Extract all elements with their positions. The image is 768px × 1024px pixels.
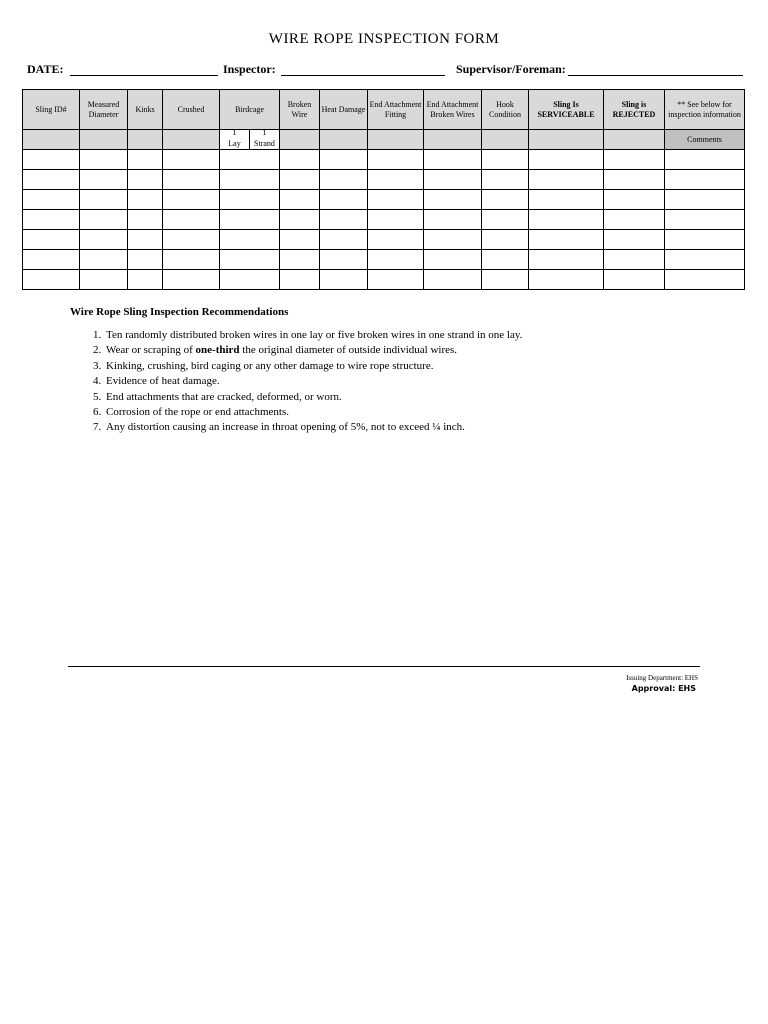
table-cell[interactable]: [529, 170, 604, 190]
table-cell[interactable]: [424, 250, 482, 270]
table-header-row: [23, 90, 745, 130]
table-cell[interactable]: [23, 270, 80, 290]
date-label: DATE:: [27, 62, 64, 76]
table-cell[interactable]: [23, 230, 80, 250]
table-row: [23, 170, 745, 190]
table-cell[interactable]: [128, 270, 163, 290]
table-cell[interactable]: [80, 270, 128, 290]
table-cell[interactable]: [280, 150, 320, 170]
table-cell[interactable]: [368, 150, 424, 170]
table-cell[interactable]: [482, 150, 529, 170]
form-title: WIRE ROPE INSPECTION FORM: [268, 31, 500, 47]
date-field[interactable]: [70, 75, 218, 76]
table-cell[interactable]: [604, 230, 665, 250]
table-cell[interactable]: [604, 170, 665, 190]
table-cell[interactable]: [23, 210, 80, 230]
recommendations-list: [70, 328, 744, 436]
table-row: [23, 190, 745, 210]
table-cell[interactable]: [220, 150, 280, 170]
table-cell[interactable]: [665, 250, 745, 270]
approval: Approval: EHS: [631, 684, 696, 693]
col-birdcage: Birdcage: [220, 90, 280, 130]
table-cell[interactable]: [320, 210, 368, 230]
table-cell[interactable]: [80, 250, 128, 270]
table-cell[interactable]: [665, 230, 745, 250]
table-cell[interactable]: [368, 270, 424, 290]
table-cell[interactable]: [163, 270, 220, 290]
table-cell[interactable]: [220, 230, 280, 250]
table-cell[interactable]: [128, 170, 163, 190]
table-cell[interactable]: [320, 190, 368, 210]
table-cell[interactable]: [529, 190, 604, 210]
table-cell[interactable]: [163, 190, 220, 210]
table-cell[interactable]: [163, 250, 220, 270]
table-subheader-row: [23, 130, 745, 150]
birdcage-strand-label: Strand: [254, 139, 275, 148]
table-cell[interactable]: [368, 170, 424, 190]
table-cell[interactable]: [80, 170, 128, 190]
inspector-label: Inspector:: [223, 62, 276, 76]
col-heat-damage: Heat Damage: [320, 90, 368, 130]
table-cell[interactable]: [280, 190, 320, 210]
table-cell[interactable]: [220, 170, 280, 190]
col-broken-wire: Broken Wire: [280, 90, 320, 130]
supervisor-field[interactable]: [568, 75, 743, 76]
table-row: [23, 210, 745, 230]
table-cell[interactable]: [665, 190, 745, 210]
table-cell[interactable]: [604, 250, 665, 270]
table-cell[interactable]: [320, 150, 368, 170]
birdcage-strand-mark: 1: [262, 128, 267, 137]
table-cell[interactable]: [23, 150, 80, 170]
col-sling-id: Sling ID#: [23, 90, 80, 130]
table-cell[interactable]: [163, 230, 220, 250]
list-item: 4. Evidence of heat damage.: [104, 374, 744, 389]
table-cell[interactable]: [529, 250, 604, 270]
recommendations-title: Wire Rope Sling Inspection Recommendations: [70, 306, 289, 318]
table-cell[interactable]: [280, 210, 320, 230]
list-item: 1. Ten randomly distributed broken wires in one lay or five broken wires in one strand in one lay.: [104, 328, 744, 343]
list-item: 6. Corrosion of the rope or end attachments.: [104, 405, 744, 420]
table-row: [23, 270, 745, 290]
table-cell[interactable]: [23, 250, 80, 270]
list-item: 3. Kinking, crushing, bird caging or any other damage to wire rope structure.: [104, 359, 744, 374]
col-measured-diameter: Measured Diameter: [80, 90, 128, 130]
table-cell[interactable]: [604, 190, 665, 210]
table-cell[interactable]: [80, 150, 128, 170]
table-cell[interactable]: [80, 190, 128, 210]
table-cell[interactable]: [23, 170, 80, 190]
table-cell[interactable]: [529, 230, 604, 250]
table-cell[interactable]: [220, 190, 280, 210]
table-cell[interactable]: [368, 190, 424, 210]
col-hook-condition: Hook Condition: [482, 90, 529, 130]
table-cell[interactable]: [665, 170, 745, 190]
birdcage-subheader: [220, 130, 280, 150]
table-cell[interactable]: [128, 190, 163, 210]
table-cell[interactable]: [220, 270, 280, 290]
table-row: [23, 150, 745, 170]
table-cell[interactable]: [320, 230, 368, 250]
col-end-attachment-broken-wires: End Attachment Broken Wires: [424, 90, 482, 130]
table-cell[interactable]: [665, 270, 745, 290]
table-cell[interactable]: [424, 150, 482, 170]
table-cell[interactable]: [280, 170, 320, 190]
col-notes: ** See below for inspection information: [665, 90, 745, 130]
list-item: 2. Wear or scraping of one-third the original diameter of outside individual wires.: [104, 343, 744, 358]
table-cell[interactable]: [163, 210, 220, 230]
table-cell[interactable]: [320, 250, 368, 270]
table-cell[interactable]: [424, 230, 482, 250]
table-cell[interactable]: [424, 210, 482, 230]
table-cell[interactable]: [529, 210, 604, 230]
table-cell[interactable]: [482, 270, 529, 290]
table-cell[interactable]: [482, 250, 529, 270]
table-cell[interactable]: [424, 190, 482, 210]
issuing-department: Issuing Department: EHS: [626, 674, 698, 682]
table-cell[interactable]: [424, 270, 482, 290]
comments-header: Comments: [665, 130, 745, 150]
table-cell[interactable]: [220, 250, 280, 270]
table-cell[interactable]: [529, 270, 604, 290]
table-cell[interactable]: [424, 170, 482, 190]
table-cell[interactable]: [128, 250, 163, 270]
table-row: [23, 250, 745, 270]
col-sling-rejected: Sling is REJECTED: [604, 90, 665, 130]
list-item: 7. Any distortion causing an increase in throat opening of 5%, not to exceed ¼ inch.: [104, 420, 744, 435]
table-cell[interactable]: [604, 270, 665, 290]
table-cell[interactable]: [482, 210, 529, 230]
table-cell[interactable]: [604, 210, 665, 230]
table-cell[interactable]: [482, 230, 529, 250]
table-cell[interactable]: [368, 250, 424, 270]
list-item: 5. End attachments that are cracked, deformed, or worn.: [104, 390, 744, 405]
table-cell[interactable]: [280, 230, 320, 250]
table-cell[interactable]: [163, 170, 220, 190]
table-cell[interactable]: [80, 230, 128, 250]
table-cell[interactable]: [665, 150, 745, 170]
table-cell[interactable]: [320, 270, 368, 290]
table-cell[interactable]: [482, 190, 529, 210]
table-cell[interactable]: [128, 150, 163, 170]
table-cell[interactable]: [280, 250, 320, 270]
table-cell[interactable]: [665, 210, 745, 230]
col-sling-serviceable: Sling Is SERVICEABLE: [529, 90, 604, 130]
birdcage-lay-label: Lay: [228, 139, 241, 148]
table-cell[interactable]: [220, 210, 280, 230]
supervisor-label: Supervisor/Foreman:: [456, 62, 566, 76]
table-cell[interactable]: [80, 210, 128, 230]
table-cell[interactable]: [368, 230, 424, 250]
table-cell[interactable]: [604, 150, 665, 170]
col-crushed: Crushed: [163, 90, 220, 130]
table-cell[interactable]: [128, 210, 163, 230]
inspector-field[interactable]: [281, 75, 445, 76]
birdcage-lay-mark: 1: [232, 128, 237, 137]
table-cell[interactable]: [320, 170, 368, 190]
col-end-attachment-fitting: End Attachment Fitting: [368, 90, 424, 130]
table-cell[interactable]: [482, 170, 529, 190]
inspection-table: [22, 89, 745, 290]
table-cell[interactable]: [23, 190, 80, 210]
table-cell[interactable]: [163, 150, 220, 170]
footer-divider: [68, 666, 700, 667]
table-cell[interactable]: [529, 150, 604, 170]
table-row: [23, 230, 745, 250]
table-cell[interactable]: [128, 230, 163, 250]
col-kinks: Kinks: [128, 90, 163, 130]
table-cell[interactable]: [368, 210, 424, 230]
table-cell[interactable]: [280, 270, 320, 290]
